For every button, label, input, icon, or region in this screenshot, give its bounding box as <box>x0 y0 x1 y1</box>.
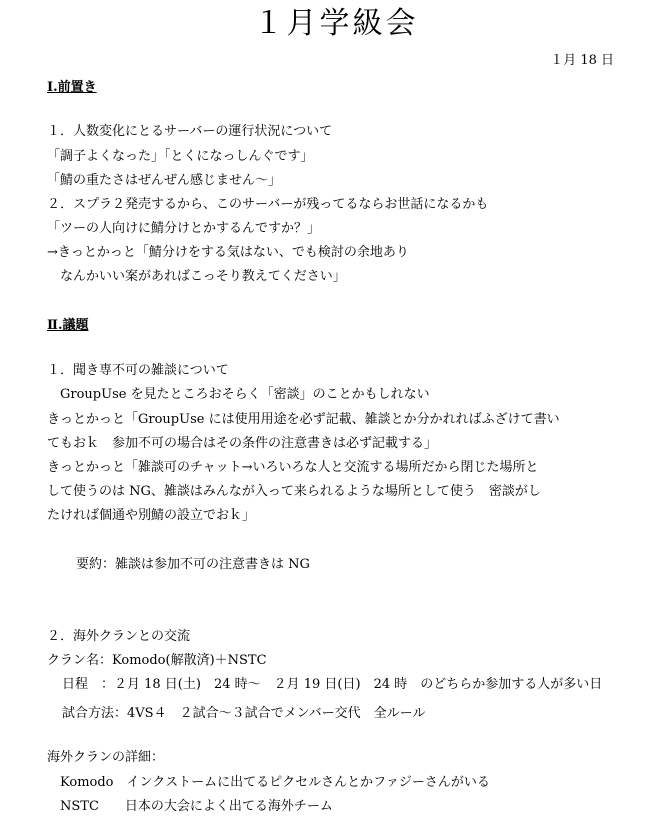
preface-line-4: ２．スプラ２発売するから、このサーバーが残ってるならお世話になるかも <box>47 197 489 212</box>
preface-line-2: 「調子よくなった」「とくになっしんぐです」 <box>47 149 314 164</box>
section-heading-preface: Ⅰ.前置き <box>47 80 97 95</box>
agenda-line-2: GroupUse を見たところおそらく「密談」のことかもしれない <box>60 387 430 402</box>
preface-line-1: １．人数変化にとるサーバーの運行状況について <box>47 124 333 139</box>
preface-line-6: →きっとかっと「鯖分けをする気はない、でも検討の余地あり <box>47 245 409 260</box>
preface-line-5: 「ツーの人向けに鯖分けとかするんですか？」 <box>47 221 321 236</box>
topic2-clan-names: クラン名：Komodo(解散済)＋NSTC <box>47 653 267 668</box>
agenda-line-5: きっとかっと「雑談可のチャット→いろいろな人と交流する場所だから閉じた場所と <box>47 460 539 475</box>
topic2-heading: ２．海外クランとの交流 <box>47 629 191 644</box>
topic2-match-method: 試合方法：4VS４ ２試合～３試合でメンバー交代 全ルール <box>62 706 426 721</box>
topic2-schedule: 日程 ：２月 18 日(土) 24 時～ ２月 19 日(日) 24 時 のどちらか参加する人が多い日 <box>62 677 603 692</box>
document-date: １月 18 日 <box>550 53 614 68</box>
preface-line-7: なんかいい案があればこっそり教えてください」 <box>60 269 346 284</box>
topic2-detail-nstc: NSTC 日本の大会によく出てる海外チーム <box>60 799 333 814</box>
topic2-detail-komodo: Komodo インクストームに出てるピクセルさんとかファジーさんがいる <box>60 775 490 790</box>
topic2-details-label: 海外クランの詳細： <box>47 750 165 765</box>
preface-line-3: 「鯖の重たさはぜんぜん感じません～」 <box>47 173 282 188</box>
section-heading-agenda: Ⅱ.議題 <box>47 318 89 333</box>
agenda-summary: 要約：雑談は参加不可の注意書きは NG <box>76 557 310 572</box>
document-title: １月学級会 <box>253 6 419 41</box>
agenda-line-4: てもおｋ 参加不可の場合はその条件の注意書きは必ず記載する」 <box>47 436 438 451</box>
agenda-line-3: きっとかっと「GroupUse には使用用途を必ず記載、雑談とか分かれればふざけて書い <box>47 412 560 427</box>
agenda-line-7: たければ個通や別鯖の設立でおｋ」 <box>47 508 256 523</box>
agenda-line-6: して使うのは NG、雑談はみんなが入って来られるような場所として使う 密談がし <box>47 484 541 499</box>
agenda-line-1: １．聞き専不可の雑談について <box>47 363 229 378</box>
